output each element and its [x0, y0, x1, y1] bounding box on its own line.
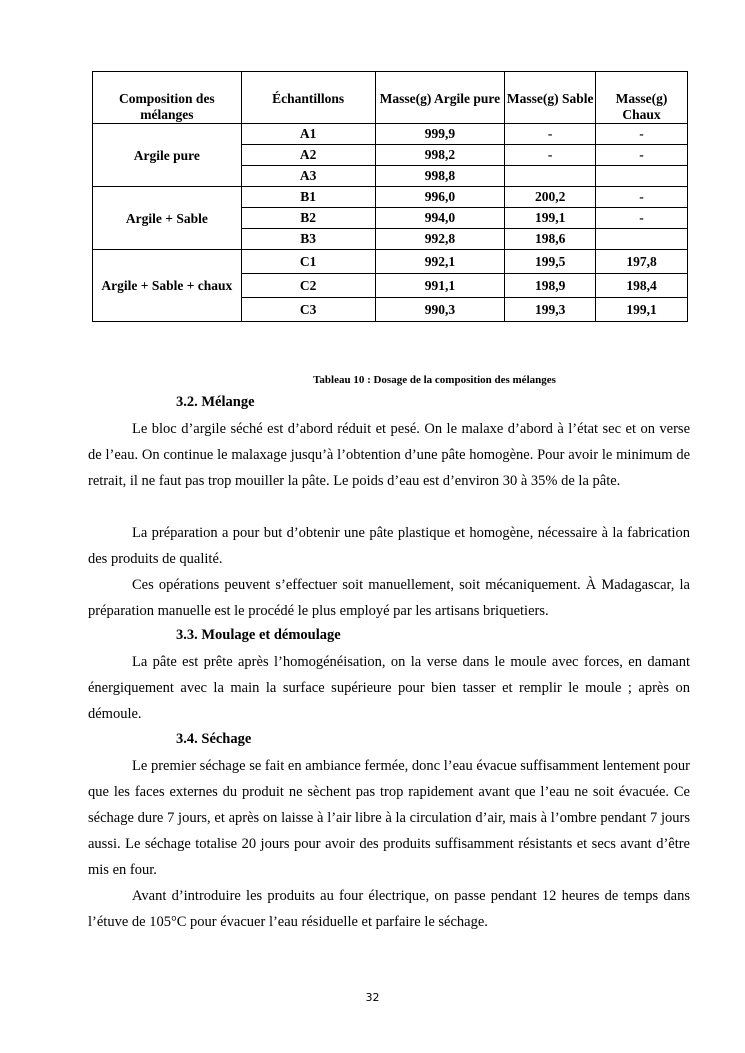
argile-cell: 996,0	[375, 187, 505, 208]
paragraph: Le premier séchage se fait en ambiance fermée, donc l’eau évacue suffisamment lentement pour que les faces externes du produit ne sèchent pas trop rapidement avant que l’eau ne soit évacuée. Ce séchage dure 7 jours, et après on laisse à l’air libre à la circulation d’air, mais à l’ombre pendant 7 jours aussi. Le séchage totalise 20 jours pour avoir des produits suffisamment résistants et secs avant d’être mis en four.	[88, 758, 690, 878]
sample-cell: B1	[241, 187, 375, 208]
sable-cell: 198,6	[505, 229, 596, 250]
argile-cell: 991,1	[375, 274, 505, 298]
argile-cell: 992,1	[375, 250, 505, 274]
header-echantillons: Échantillons	[241, 72, 375, 124]
header-masse-chaux: Masse(g) Chaux	[596, 72, 688, 124]
table-row	[93, 187, 688, 208]
chaux-cell: -	[596, 187, 688, 208]
group-label-argile-pure: Argile pure	[93, 124, 242, 187]
chaux-cell: 199,1	[596, 298, 688, 322]
group-label-argile-sable: Argile + Sable	[93, 187, 242, 250]
chaux-cell	[596, 229, 688, 250]
sable-cell: -	[505, 145, 596, 166]
section-heading-melange: 3.2. Mélange	[176, 394, 255, 410]
header-masse-argile: Masse(g) Argile pure	[375, 72, 505, 124]
paragraph: La pâte est prête après l’homogénéisation, on la verse dans le moule avec forces, en damant énergiquement avec la main la surface supérieure pour bien tasser et remplir le moule ; après on démoule.	[88, 654, 690, 722]
paragraph: La préparation a pour but d’obtenir une pâte plastique et homogène, nécessaire à la fabrication des produits de qualité.	[88, 525, 690, 567]
chaux-cell: -	[596, 145, 688, 166]
sample-cell: A2	[241, 145, 375, 166]
argile-cell: 998,2	[375, 145, 505, 166]
section-heading-moulage: 3.3. Moulage et démoulage	[176, 627, 341, 643]
header-composition: Composition des mélanges	[93, 72, 242, 124]
chaux-cell: 197,8	[596, 250, 688, 274]
argile-cell: 992,8	[375, 229, 505, 250]
sample-cell: B3	[241, 229, 375, 250]
argile-cell: 998,8	[375, 166, 505, 187]
sable-cell: -	[505, 124, 596, 145]
sable-cell: 200,2	[505, 187, 596, 208]
sample-cell: C2	[241, 274, 375, 298]
sample-cell: A3	[241, 166, 375, 187]
sable-cell: 199,5	[505, 250, 596, 274]
argile-cell: 999,9	[375, 124, 505, 145]
sable-cell: 198,9	[505, 274, 596, 298]
paragraph: Ces opérations peuvent s’effectuer soit manuellement, soit mécaniquement. À Madagascar, la préparation manuelle est le procédé le plus employé par les artisans briquetiers.	[88, 577, 690, 619]
chaux-cell	[596, 166, 688, 187]
sample-cell: C3	[241, 298, 375, 322]
table-caption: Tableau 10 : Dosage de la composition des mélanges	[313, 374, 556, 386]
group-label-argile-sable-chaux: Argile + Sable + chaux	[93, 250, 242, 322]
paragraph: Avant d’introduire les produits au four électrique, on passe pendant 12 heures de temps dans l’étuve de 105°C pour évacuer l’eau résiduelle et parfaire le séchage.	[88, 888, 690, 930]
argile-cell: 994,0	[375, 208, 505, 229]
header-masse-sable: Masse(g) Sable	[505, 72, 596, 124]
composition-table	[92, 71, 688, 322]
sample-cell: B2	[241, 208, 375, 229]
chaux-cell: -	[596, 124, 688, 145]
section-heading-sechage: 3.4. Séchage	[176, 731, 252, 747]
chaux-cell: 198,4	[596, 274, 688, 298]
argile-cell: 990,3	[375, 298, 505, 322]
sable-cell: 199,3	[505, 298, 596, 322]
sable-cell	[505, 166, 596, 187]
sample-cell: C1	[241, 250, 375, 274]
sample-cell: A1	[241, 124, 375, 145]
table-row	[93, 124, 688, 145]
table-row	[93, 250, 688, 274]
chaux-cell: -	[596, 208, 688, 229]
sable-cell: 199,1	[505, 208, 596, 229]
table-header-row	[93, 72, 688, 124]
page-number: 32	[365, 991, 380, 1004]
paragraph: Le bloc d’argile séché est d’abord réduit et pesé. On le malaxe d’abord à l’état sec et on verse de l’eau. On continue le malaxage jusqu’à l’obtention d’une pâte homogène. Pour avoir le minimum de retrait, il ne faut pas trop mouiller la pâte. Le poids d’eau est d’environ 30 à 35% de la pâte.	[88, 421, 690, 489]
